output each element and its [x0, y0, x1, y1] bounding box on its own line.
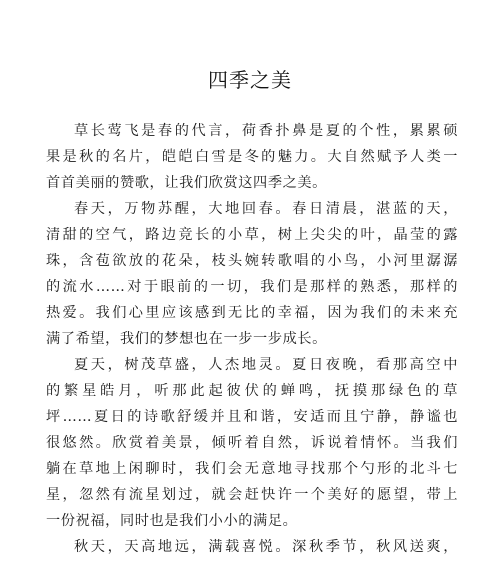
paragraph-summer-line: 坪……夏日的诗歌舒缓并且和谐，安适而且宁静，静谧也	[46, 409, 458, 425]
paragraph-summer-line: 星，忽然有流星划过，就会赶快许一个美好的愿望，带上	[46, 487, 458, 503]
paragraph-spring-line: 春天，万物苏醒，大地回春。春日清晨，湛蓝的天，	[74, 201, 458, 217]
paragraph-spring-line: 热爱。我们心里应该感到无比的幸福，因为我们的未来充	[46, 305, 458, 321]
paragraph-summer-line: 躺在草地上闲聊时，我们会无意地寻找那个勺形的北斗七	[46, 461, 458, 477]
paragraph-autumn-line: 秋天，天高地远，满载喜悦。深秋季节，秋风送爽，	[74, 539, 458, 555]
paragraph-summer-line: 的繁星皓月，听那此起彼伏的蝉鸣，抚摸那绿色的草	[46, 383, 458, 399]
paragraph-intro-line: 首首美丽的赞歌，让我们欣赏这四季之美。	[46, 175, 327, 191]
paragraph-summer-line: 夏天，树茂草盛，人杰地灵。夏日夜晚，看那高空中	[74, 357, 458, 373]
paragraph-spring-line: 珠，含苞欲放的花朵，枝头婉转歌唱的小鸟，小河里潺潺	[46, 253, 458, 269]
paragraph-spring-line: 清甜的空气，路边竞长的小草，树上尖尖的叶，晶莹的露	[46, 227, 458, 243]
paragraph-summer-line: 很悠然。欣赏着美景，倾听着自然，诉说着情怀。当我们	[46, 435, 458, 451]
article-body	[46, 118, 458, 560]
paragraph-spring-line: 满了希望，我们的梦想也在一步一步成长。	[46, 331, 327, 347]
page-title: 四季之美	[208, 68, 292, 92]
paragraph-summer-line: 一份祝福，同时也是我们小小的满足。	[46, 513, 298, 529]
paragraph-spring-line: 的流水……对于眼前的一切，我们是那样的熟悉，那样的	[46, 279, 458, 295]
paragraph-intro-line: 果是秋的名片，皑皑白雪是冬的魅力。大自然赋予人类一	[46, 149, 458, 165]
paragraph-intro-line: 草长莺飞是春的代言，荷香扑鼻是夏的个性，累累硕	[74, 123, 458, 139]
